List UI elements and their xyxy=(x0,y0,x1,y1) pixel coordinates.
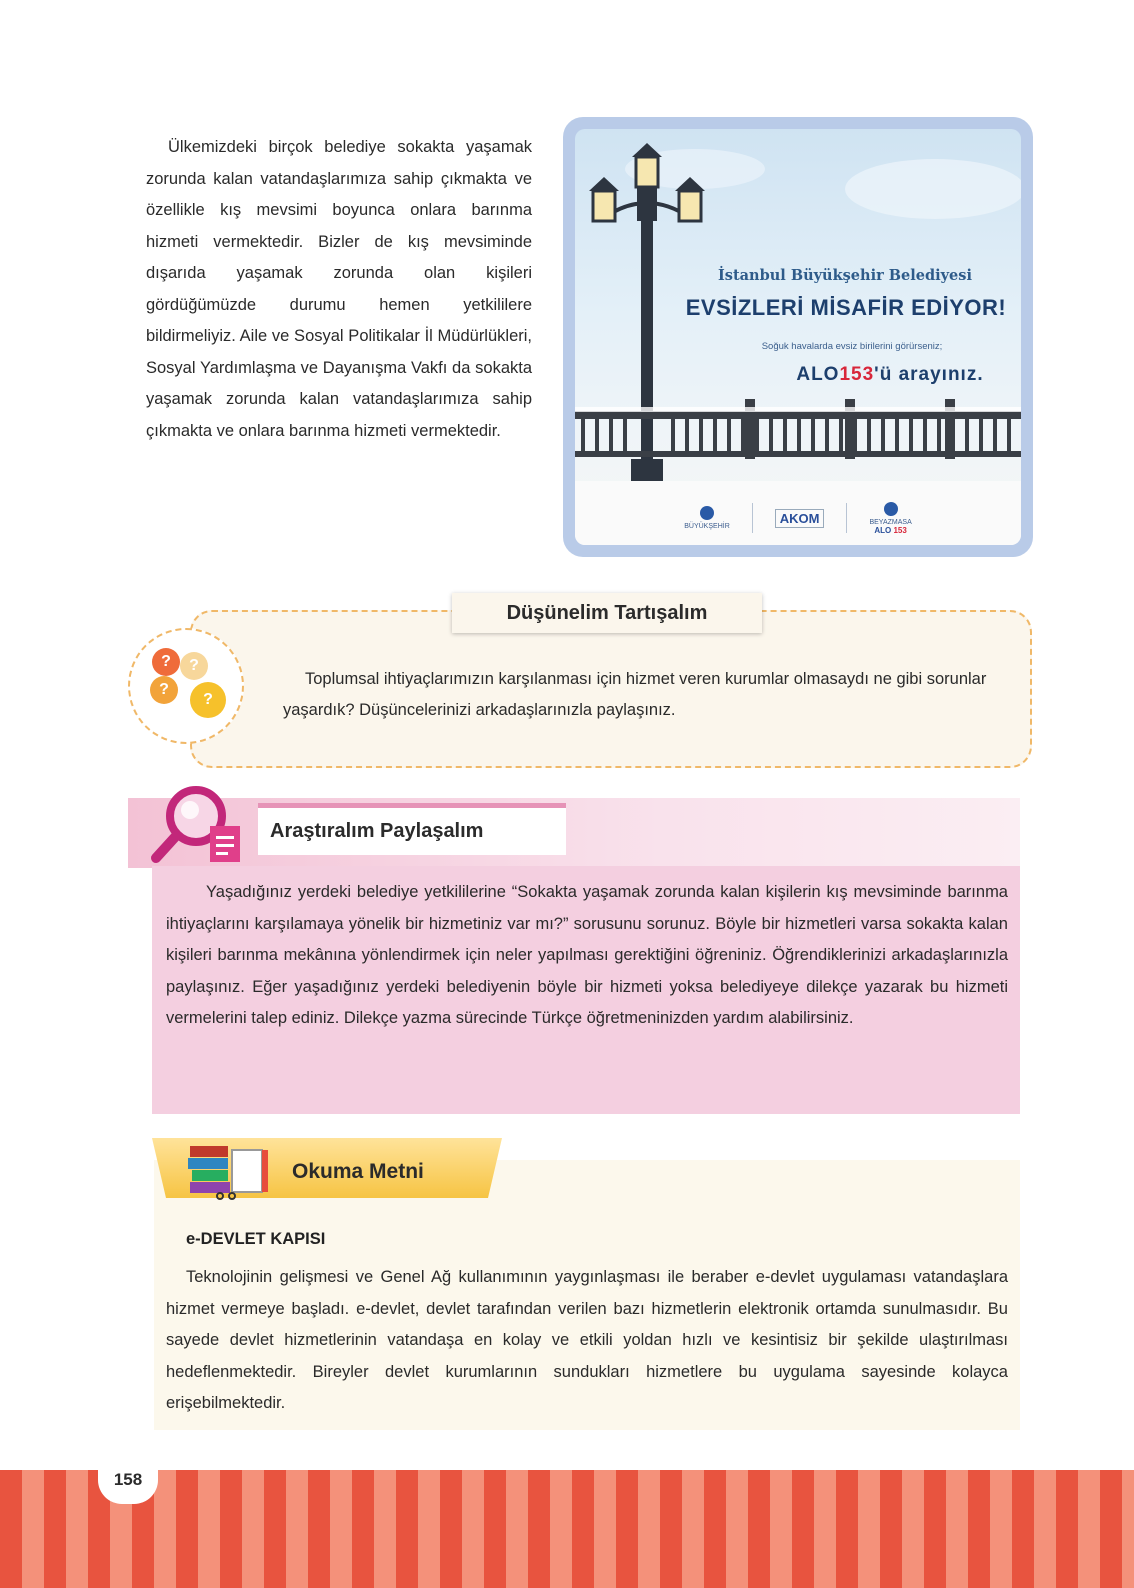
poster-logos xyxy=(575,491,1021,545)
beyazmasa-alo: ALO 153 xyxy=(874,525,907,535)
poster-headline: EVSİZLERİ MİSAFİR EDİYOR! xyxy=(685,295,1007,320)
beyazmasa-caption: BEYAZMASA xyxy=(869,518,912,526)
research-title: Araştıralım Paylaşalım xyxy=(258,803,566,855)
intro-paragraph: Ülkemizdeki birçok belediye sokakta yaşamak zorunda kalan vatandaşlarımıza sahip çıkmakta ve özellikle kış mevsimi boyunca onlara barınma hizmeti vermektedir. Bizler de kış mevsiminde dışarıda yaşamak zorunda olan kişileri gördüğümüzde durumu hemen yetkililere bildirmeliyiz. Aile ve Sosyal Politikalar İl Müdürlükleri, Sosyal Yardımlaşma ve Dayanışma Vakfı da sokakta yaşamak zorunda kalan vatandaşlarımıza sahip çıkmakta ve onlara barınma hizmeti vermektedir. xyxy=(146,138,532,440)
lamp-railing-illustration xyxy=(575,129,1021,545)
logo-divider xyxy=(846,503,847,533)
poster-subtitle: Soğuk havalarda evsiz birilerini görürseniz; xyxy=(761,341,943,352)
ibb-emblem-icon xyxy=(700,506,714,520)
discuss-title: Düşünelim Tartışalım xyxy=(452,593,762,633)
poster-call-number: 153 xyxy=(839,364,875,385)
question-bubble: ? xyxy=(190,682,226,718)
reading-heading: e-DEVLET KAPISI xyxy=(186,1230,326,1248)
page-number: 158 xyxy=(98,1458,158,1504)
homeless-poster xyxy=(563,117,1033,557)
magnifier-icon xyxy=(148,778,248,868)
discuss-text: Toplumsal ihtiyaçlarımızın karşılanması için hizmet veren kurumlar olmasaydı ne gibi sorunlar yaşardık? Düşüncelerinizi arkadaşlarınızla paylaşınız. xyxy=(283,670,987,719)
logo-divider xyxy=(752,503,753,533)
footer-stripes xyxy=(0,1470,1134,1588)
books-icon xyxy=(186,1134,282,1200)
question-bubble: ? xyxy=(152,648,180,676)
akom-logo: AKOM xyxy=(775,509,825,528)
reading-text: Teknolojinin gelişmesi ve Genel Ağ kullanımının yaygınlaşması ile beraber e-devlet uygulaması vatandaşlara hizmet vermeye başladı. e-devlet, devlet tarafından verilen bazı hizmetlerin elektronik ortamda sunulmasıdır. Bu sayede devlet hizmetlerinin vatandaşa en kolay ve etkili yoldan hızlı ve kesintisiz bir şekilde ulaştırılması hedeflenmektedir. Bireyler devlet kurumlarının sundukları hizmetlere bu uygulama sayesinde kolayca erişebilmektedir. xyxy=(166,1268,1008,1412)
beyazmasa-logo xyxy=(869,502,911,535)
poster-municipality: İstanbul Büyükşehir Belediyesi xyxy=(718,267,972,284)
poster-call-prefix: ALO xyxy=(796,364,840,385)
reading-title: Okuma Metni xyxy=(292,1160,424,1183)
ibb-logo xyxy=(684,506,730,530)
poster-call-suffix: 'ü arayınız. xyxy=(874,364,984,385)
question-bubble: ? xyxy=(150,676,178,704)
question-bubble: ? xyxy=(180,652,208,680)
poster-call xyxy=(765,364,1015,386)
ibb-logo-caption: BÜYÜKŞEHİR xyxy=(684,523,730,530)
poster-image xyxy=(575,129,1021,545)
research-text: Yaşadığınız yerdeki belediye yetkililerine “Sokakta yaşamak zorunda kalan kişilerin kış mevsiminde barınma ihtiyaçlarını karşılamaya yönelik bir hizmetiniz var mı?” sorusunu sorunuz. Böyle bir hizmetleri varsa sokakta kalan kişileri barınma mekânına yönlendirmek için neler yapılması gerektiğini öğreniniz. Öğrendiklerinizi arkadaşlarınızla paylaşınız. Eğer yaşadığınız yerdeki belediyenin böyle bir hizmeti yoksa belediyeye dilekçe yazarak bu hizmeti vermelerini talep ediniz. Dilekçe yazma sürecinde Türkçe öğretmeninizden yardım alabilirsiniz. xyxy=(166,883,1008,1027)
beyazmasa-emblem-icon xyxy=(884,502,898,516)
question-bubbles-icon xyxy=(128,628,244,744)
